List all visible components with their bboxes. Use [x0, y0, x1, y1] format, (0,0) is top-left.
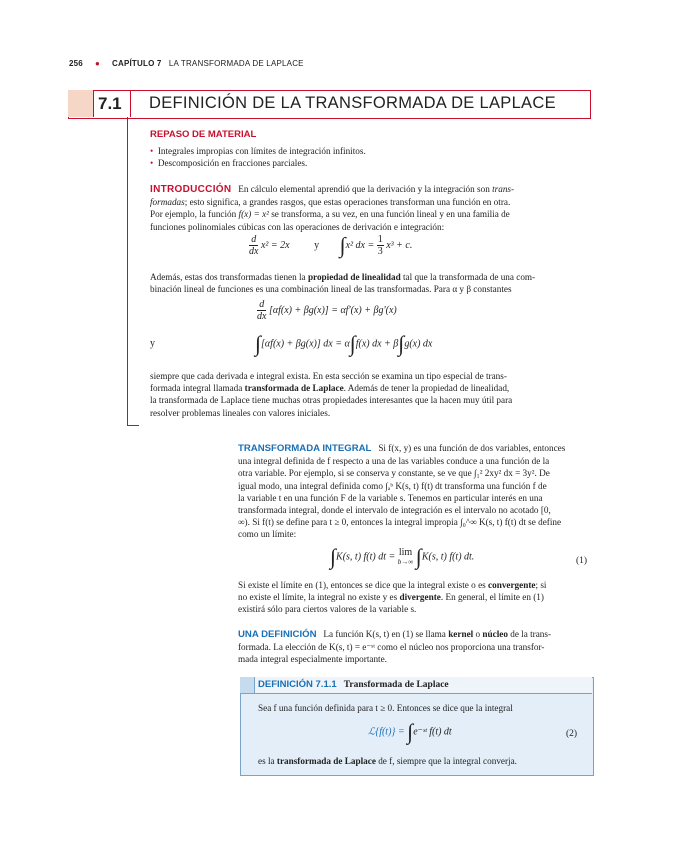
definition-line-2: es la transformada de Laplace de f, siempre que la integral converja. — [258, 756, 517, 766]
integral-icon: ∫ — [255, 331, 262, 356]
bullet-icon: • — [150, 158, 154, 169]
integral-icon: ∫ — [407, 719, 414, 744]
margin-rule — [127, 117, 128, 426]
d-dx-fraction: $\frac{d}{dx}$ — [249, 234, 259, 257]
section-number: 7.1 — [98, 94, 122, 113]
one-third-fraction: $\frac{1}{3}$ — [377, 234, 383, 257]
review-list — [150, 145, 550, 169]
chapter-title: LA TRANSFORMADA DE LAPLACE — [168, 59, 304, 68]
definition-line-1: Sea f una función definida para t ≥ 0. Entonces se dice que la integral — [258, 703, 513, 713]
definition-intro-paragraph: UNA DEFINICIÓN La función K(s, t) en (1) se llama kernel o núcleo de la trans- formada. La elección de K(s, t) = e⁻ˢᵗ como el núcleo nos proporciona una transfor- mada integral especialmente importante. — [238, 629, 552, 665]
integral-icon: ∫ — [398, 331, 405, 356]
integral-icon: ∫ — [339, 232, 346, 258]
page-number: 256 — [69, 59, 83, 68]
intro-heading: INTRODUCCIÓN — [150, 184, 232, 195]
list-item: • Descomposición en fracciones parciales. — [150, 158, 308, 169]
section-title: DEFINICIÓN DE LA TRANSFORMADA DE LAPLACE — [149, 94, 556, 112]
integral-icon: ∫ — [349, 331, 356, 356]
equation-linearity-integral: ∫[αf(x) + βg(x)] dx = α∫f(x) dx + β∫g(x) dx — [255, 331, 433, 356]
limit-operator: lim b→∞ — [397, 547, 414, 566]
definition-title-line — [258, 679, 449, 690]
running-header — [69, 59, 304, 68]
list-item: • Integrales impropias con límites de integración infinitos. — [150, 146, 366, 156]
definition-box-tab — [240, 677, 255, 693]
margin-rule-foot — [127, 425, 139, 426]
integral-icon: ∫ — [330, 544, 337, 569]
definition-label: DEFINICIÓN 7.1.1 — [258, 679, 337, 690]
equation-laplace: ℒ{f(t)} = ∫e⁻ˢᵗ f(t) dt — [368, 719, 452, 744]
review-heading: REPASO DE MATERIAL — [150, 129, 257, 140]
equation-improper-integral: ∫K(s, t) f(t) dt = lim b→∞ ∫K(s, t) f(t) dt. — [330, 544, 475, 569]
equation-linearity-derivative: $\frac{d}{dx}$ [αf(x) + βg(x)] = αf′(x) + βg′(x) — [257, 299, 397, 322]
equation-linearity-y: y — [150, 338, 155, 349]
equation-number-1: (1) — [576, 556, 588, 566]
section-title-shade — [68, 90, 94, 117]
intro-paragraph-1: INTRODUCCIÓN En cálculo elemental aprendió que la derivación y la integración son trans- formadas; esto significa, a grandes rasgos, que estas operaciones transforman una función en otra. Por ejemplo, la función f(x) = x² se transforma, a su vez, en una función lineal y en una familia de funciones polinomiales cúbicas con las operaciones de derivación e integración: — [150, 184, 515, 232]
intro-paragraph-3: siempre que cada derivada e integral exista. En esta sección se examina un tipo especial de trans- formada integral llamada transformada de Laplace. Además de tener la propiedad de linealidad, la transformada de Laplace tiene muchas otras propiedades interesantes que la hacen muy útil para resolver problemas lineales con valores iniciales. — [150, 371, 513, 418]
definition-title: Transformada de Laplace — [343, 680, 449, 690]
a-definition-heading: UNA DEFINICIÓN — [238, 629, 317, 640]
bullet-icon: • — [150, 146, 154, 156]
integral-transform-heading: TRANSFORMADA INTEGRAL — [238, 443, 372, 454]
chapter-label: CAPÍTULO 7 — [112, 59, 162, 68]
integral-icon: ∫ — [415, 544, 422, 569]
intro-paragraph-2: Además, estas dos transformadas tienen la propiedad de linealidad tal que la transformada de una com- binación lineal de funciones es una combinación lineal de las transformadas. Para α y β constantes — [150, 272, 536, 295]
d-dx-fraction: $\frac{d}{dx}$ — [257, 299, 267, 322]
equation-derivative-integral: $\frac{d}{dx}$ x² = 2x y ∫x² dx = $\frac{1}{3}$ x³ + c. — [249, 232, 413, 258]
bullet-icon: ● — [94, 59, 100, 68]
convergence-paragraph: Si existe el límite en (1), entonces se dice que la integral existe o es convergente; si no existe el límite, la integral no existe y es divergente. En general, el límite en (1) existirá sólo para ciertos valores de la variable s. — [238, 580, 547, 615]
integral-transform-paragraph: TRANSFORMADA INTEGRAL Si f(x, y) es una función de dos variables, entonces una integral definida de f respecto a una de las variables conduce a una función de la otra variable. Por ejemplo, si se conserva y constante, se ve que ∫₁² 2xy² dx = 3y². De igual modo, una integral definida como ∫ₐᵇ K(s, t) f(t) dt transforma una función f de la variable t en una función F de la variable s. Tenemos en particular interés en una transformada integral, donde el intervalo de integración es el intervalo no acotado [0, ∞). Si f(t) se define para t ≥ 0, entonces la integral impropia ∫₀^∞ K(s, t) f(t) dt se define como un límite: — [238, 443, 566, 540]
equation-number-2: (2) — [566, 729, 578, 739]
